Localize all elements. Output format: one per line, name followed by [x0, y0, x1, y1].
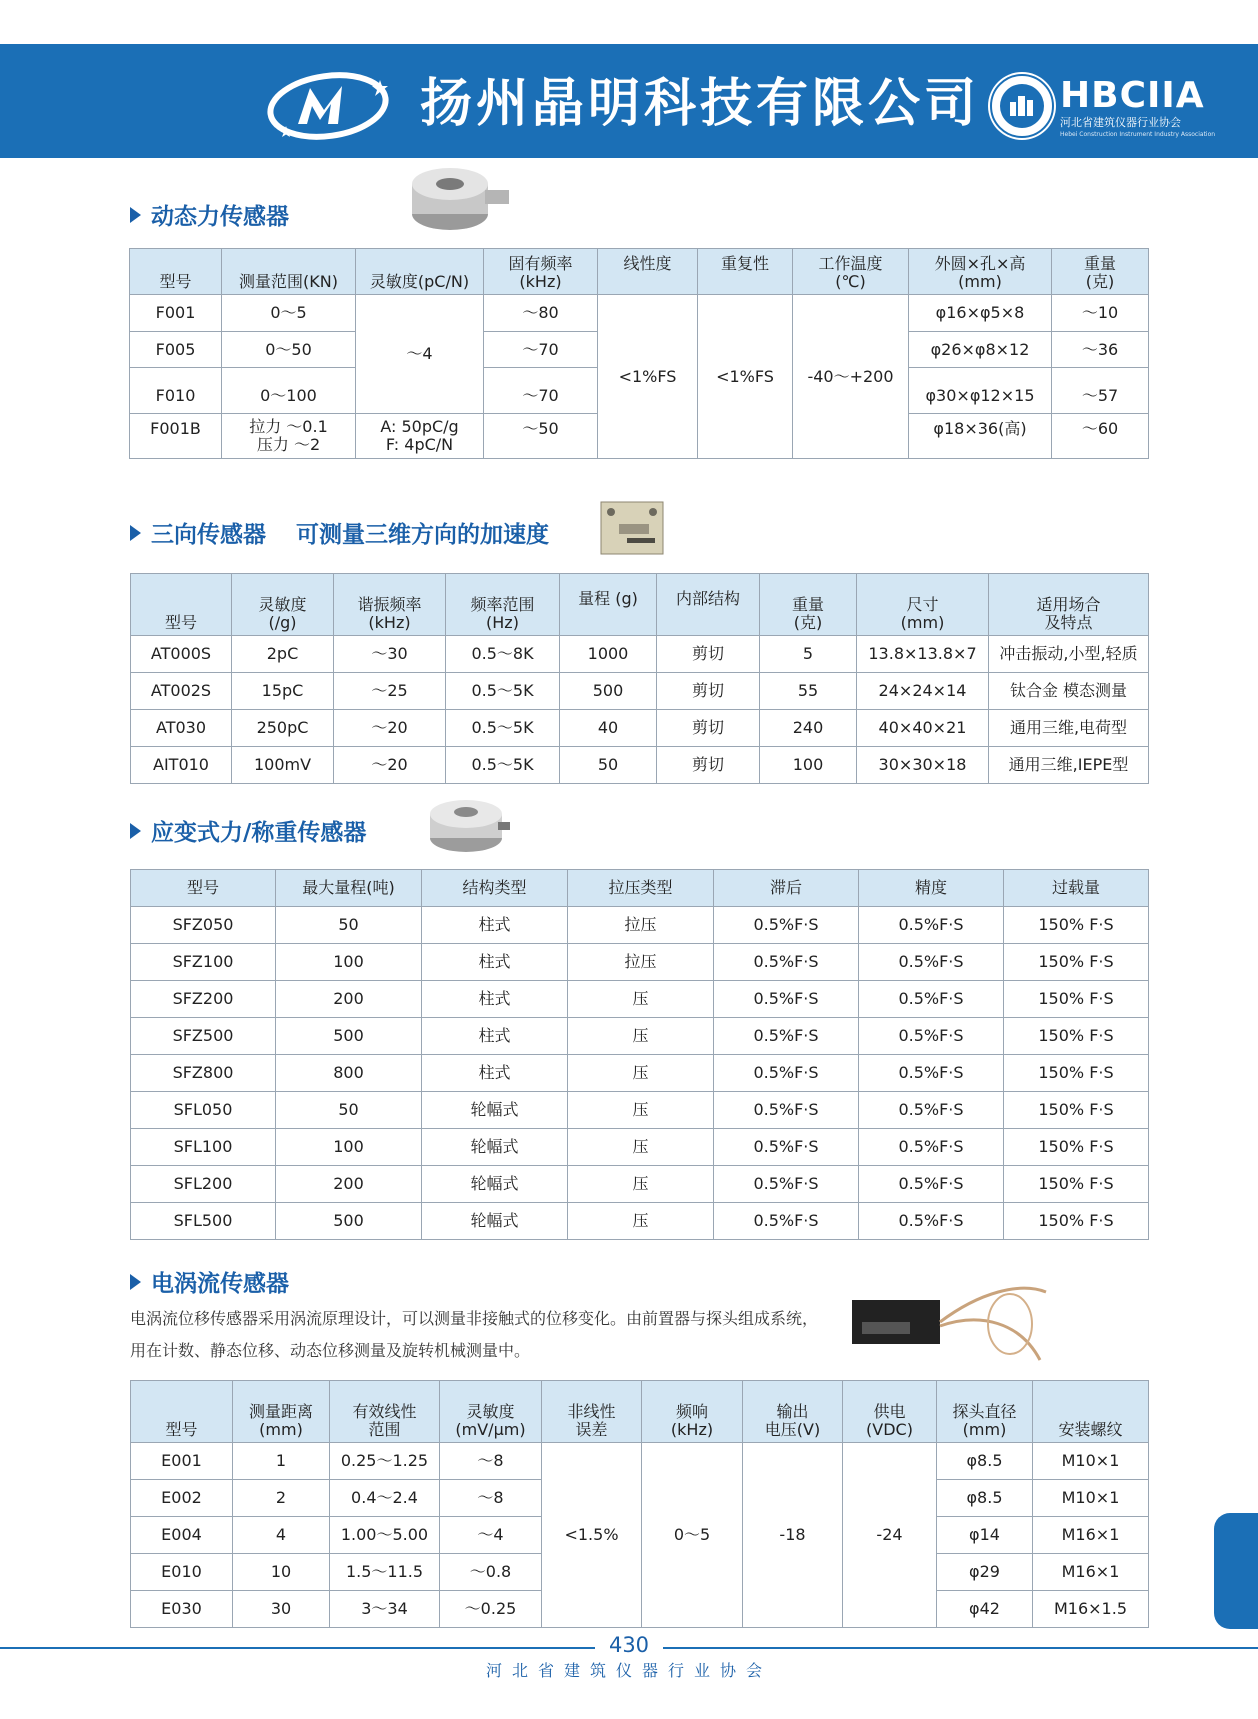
header-cell: 工作温度 (℃) — [793, 249, 909, 295]
header-cell: 精度 — [859, 870, 1004, 907]
header-cell: 重量 (克) — [1052, 249, 1149, 295]
cell: 500 — [560, 673, 657, 710]
cell-sensitivity: ～4 — [440, 1517, 542, 1554]
cell: ～20 — [334, 747, 446, 784]
cell-model: F005 — [130, 332, 222, 368]
header-cell: 测量距离 (mm) — [233, 1381, 330, 1443]
cell: 40×40×21 — [857, 710, 989, 747]
cell: SFL100 — [131, 1129, 276, 1166]
cell: 0.5%F·S — [714, 1129, 859, 1166]
cell: 0.5%F·S — [859, 1055, 1004, 1092]
cell: 柱式 — [422, 944, 568, 981]
cell-range: 0.4～2.4 — [330, 1480, 440, 1517]
cell-range: 1.5～11.5 — [330, 1554, 440, 1591]
cell: AT002S — [131, 673, 232, 710]
cell: 100 — [760, 747, 857, 784]
cell: 0.5～5K — [446, 710, 560, 747]
cell-diameter: φ42 — [937, 1591, 1033, 1628]
header-cell: 固有频率 (kHz) — [484, 249, 598, 295]
header-cell: 探头直径 (mm) — [937, 1381, 1033, 1443]
triaxial-sensor-table — [130, 573, 1149, 784]
side-tab — [1214, 1513, 1258, 1629]
cell-diameter: φ14 — [937, 1517, 1033, 1554]
cell: 0.5%F·S — [859, 1129, 1004, 1166]
header-cell: 结构类型 — [422, 870, 568, 907]
cell-sensitivity: A: 50pC/g F: 4pC/N — [356, 414, 484, 459]
cell: 剪切 — [657, 636, 760, 673]
cell: 拉压 — [568, 907, 714, 944]
table-row — [131, 907, 1149, 944]
cell: 剪切 — [657, 710, 760, 747]
cell-distance: 2 — [233, 1480, 330, 1517]
table-row — [131, 944, 1149, 981]
cell: 0.5～5K — [446, 673, 560, 710]
cell: 柱式 — [422, 1055, 568, 1092]
cell: 0.5%F·S — [859, 1166, 1004, 1203]
cell-freq: ～70 — [484, 368, 598, 414]
cell: 压 — [568, 1092, 714, 1129]
cell: 150% F·S — [1004, 1092, 1149, 1129]
cell: 5 — [760, 636, 857, 673]
cell: 13.8×13.8×7 — [857, 636, 989, 673]
header-cell: 供电 (VDC) — [843, 1381, 937, 1443]
cell: SFL050 — [131, 1092, 276, 1129]
footer-line-left — [0, 1647, 595, 1649]
cell: 200 — [276, 1166, 422, 1203]
cell: 轮幅式 — [422, 1092, 568, 1129]
cell-model: E030 — [131, 1591, 233, 1628]
cell: 0.5%F·S — [859, 1092, 1004, 1129]
cell: 240 — [760, 710, 857, 747]
header-cell: 型号 — [131, 574, 232, 636]
cell: 150% F·S — [1004, 1055, 1149, 1092]
header-cell: 灵敏度 (mV/μm) — [440, 1381, 542, 1443]
header-cell: 型号 — [131, 1381, 233, 1443]
cell: 150% F·S — [1004, 1203, 1149, 1240]
cell: 500 — [276, 1203, 422, 1240]
table-row — [130, 295, 1149, 332]
cell: 0.5%F·S — [714, 1018, 859, 1055]
table-row — [131, 1129, 1149, 1166]
cell: 0.5%F·S — [714, 1092, 859, 1129]
cell-size: φ18×36(高) — [909, 414, 1052, 459]
cell-sensitivity: ～0.25 — [440, 1591, 542, 1628]
triangle-bullet-icon — [130, 525, 141, 541]
cell-diameter: φ29 — [937, 1554, 1033, 1591]
cell-nonlinearity: <1.5% — [542, 1443, 642, 1628]
cell-thread: M16×1 — [1033, 1517, 1149, 1554]
cell: 0.5～8K — [446, 636, 560, 673]
cell: 压 — [568, 1129, 714, 1166]
cell: 0.5%F·S — [714, 944, 859, 981]
cell: SFZ800 — [131, 1055, 276, 1092]
cell: 0.5%F·S — [714, 1203, 859, 1240]
dynamic-sensor-table — [129, 248, 1149, 459]
cell-model: E004 — [131, 1517, 233, 1554]
header-cell: 测量范围(KN) — [222, 249, 356, 295]
cell: 800 — [276, 1055, 422, 1092]
triangle-bullet-icon — [130, 823, 141, 839]
cell: 0.5%F·S — [714, 1166, 859, 1203]
cell-model: F010 — [130, 368, 222, 414]
cell-diameter: φ8.5 — [937, 1480, 1033, 1517]
header-cell: 重复性 — [698, 249, 793, 295]
cell-linearity: <1%FS — [598, 295, 698, 459]
triangle-bullet-icon — [130, 1274, 141, 1290]
cell: 0.5%F·S — [714, 907, 859, 944]
cell-range: 3～34 — [330, 1591, 440, 1628]
association-name-cn: 河北省建筑仪器行业协会 — [1060, 116, 1181, 129]
cell: 压 — [568, 1055, 714, 1092]
table-row — [131, 747, 1149, 784]
triaxial-sensor-photo — [597, 498, 667, 558]
triangle-bullet-icon — [130, 207, 141, 223]
header-cell: 线性度 — [598, 249, 698, 295]
cell: 柱式 — [422, 1018, 568, 1055]
cell-diameter: φ8.5 — [937, 1443, 1033, 1480]
eddy-description-line2: 用在计数、静态位移、动态位移测量及旋转机械测量中。 — [130, 1341, 531, 1360]
header-cell: 拉压类型 — [568, 870, 714, 907]
company-name: 扬州晶明科技有限公司 — [420, 74, 981, 134]
cell: ～30 — [334, 636, 446, 673]
cell: 通用三维,电荷型 — [989, 710, 1149, 747]
cell-distance: 1 — [233, 1443, 330, 1480]
cell-thread: M16×1.5 — [1033, 1591, 1149, 1628]
cell-repeatability: <1%FS — [698, 295, 793, 459]
dynamic-sensor-photo — [405, 162, 515, 238]
eddy-sensor-photo — [850, 1272, 1050, 1368]
cell: 24×24×14 — [857, 673, 989, 710]
strain-sensor-photo — [424, 790, 512, 860]
cell-size: φ16×φ5×8 — [909, 295, 1052, 332]
section-title-strain: 应变式力/称重传感器 — [130, 818, 366, 848]
cell: AIT010 — [131, 747, 232, 784]
cell-model: F001B — [130, 414, 222, 459]
header-cell: 滞后 — [714, 870, 859, 907]
cell: 钛合金 模态测量 — [989, 673, 1149, 710]
cell: 压 — [568, 1166, 714, 1203]
cell: 柱式 — [422, 981, 568, 1018]
cell: 压 — [568, 981, 714, 1018]
eddy-sensor-table — [130, 1380, 1149, 1628]
cell-distance: 10 — [233, 1554, 330, 1591]
cell-model: E001 — [131, 1443, 233, 1480]
section-subtitle-triaxial: 可测量三维方向的加速度 — [296, 522, 549, 548]
header-cell: 外圆×孔×高 (mm) — [909, 249, 1052, 295]
cell: 拉压 — [568, 944, 714, 981]
cell: 0.5%F·S — [859, 907, 1004, 944]
cell: 0.5%F·S — [714, 1055, 859, 1092]
header-cell: 灵敏度 (/g) — [232, 574, 334, 636]
table-row — [131, 1166, 1149, 1203]
table-row — [131, 673, 1149, 710]
cell: ～25 — [334, 673, 446, 710]
cell: 轮幅式 — [422, 1166, 568, 1203]
header-cell: 重量 (克) — [760, 574, 857, 636]
cell-size: φ30×φ12×15 — [909, 368, 1052, 414]
association-name-en: Hebei Construction Instrument Industry Association — [1060, 131, 1216, 138]
footer-line-right — [663, 1647, 1258, 1649]
cell: AT030 — [131, 710, 232, 747]
strain-sensor-table — [130, 869, 1149, 1240]
cell-freq: ～70 — [484, 332, 598, 368]
cell: 50 — [276, 1092, 422, 1129]
header-cell: 量程 (g) — [560, 574, 657, 636]
cell-range: 拉力 ～0.1 压力 ～2 — [222, 414, 356, 459]
cell: 150% F·S — [1004, 1129, 1149, 1166]
cell: 55 — [760, 673, 857, 710]
header-cell: 最大量程(吨) — [276, 870, 422, 907]
header-cell: 有效线性 范围 — [330, 1381, 440, 1443]
table-row — [131, 1092, 1149, 1129]
association-seal-icon — [988, 72, 1056, 140]
header-cell: 安装螺纹 — [1033, 1381, 1149, 1443]
cell-temperature: -40～+200 — [793, 295, 909, 459]
cell-supply: -24 — [843, 1443, 937, 1628]
cell: SFL500 — [131, 1203, 276, 1240]
footer-association: 河北省建筑仪器行业协会 — [485, 1661, 772, 1680]
header-cell: 型号 — [131, 870, 276, 907]
cell: 通用三维,IEPE型 — [989, 747, 1149, 784]
cell: SFZ100 — [131, 944, 276, 981]
cell: 压 — [568, 1203, 714, 1240]
cell-range: 0.25～1.25 — [330, 1443, 440, 1480]
header-cell: 适用场合 及特点 — [989, 574, 1149, 636]
cell: 50 — [276, 907, 422, 944]
cell-range: 1.00～5.00 — [330, 1517, 440, 1554]
cell: 压 — [568, 1018, 714, 1055]
company-logo — [258, 66, 398, 146]
cell: 0.5%F·S — [859, 944, 1004, 981]
cell: 剪切 — [657, 747, 760, 784]
cell: 200 — [276, 981, 422, 1018]
cell: 2pC — [232, 636, 334, 673]
header-cell: 灵敏度(pC/N) — [356, 249, 484, 295]
cell: 15pC — [232, 673, 334, 710]
cell: 250pC — [232, 710, 334, 747]
table-row — [131, 1055, 1149, 1092]
cell: 150% F·S — [1004, 907, 1149, 944]
cell: 0.5～5K — [446, 747, 560, 784]
cell: SFL200 — [131, 1166, 276, 1203]
cell: 150% F·S — [1004, 1166, 1149, 1203]
cell-range: 0～100 — [222, 368, 356, 414]
cell: 40 — [560, 710, 657, 747]
cell-distance: 30 — [233, 1591, 330, 1628]
table-row — [131, 981, 1149, 1018]
cell: 150% F·S — [1004, 1018, 1149, 1055]
cell-freq: ～50 — [484, 414, 598, 459]
table-row — [131, 1203, 1149, 1240]
cell-freq: ～80 — [484, 295, 598, 332]
cell: 30×30×18 — [857, 747, 989, 784]
cell: AT000S — [131, 636, 232, 673]
cell-range: 0～50 — [222, 332, 356, 368]
header-cell: 内部结构 — [657, 574, 760, 636]
cell: 柱式 — [422, 907, 568, 944]
cell: 剪切 — [657, 673, 760, 710]
section-title-triaxial: 三向传感器 可测量三维方向的加速度 — [130, 520, 549, 550]
page-number: 430 — [608, 1633, 650, 1657]
header-cell: 谐振频率 (kHz) — [334, 574, 446, 636]
cell: 0.5%F·S — [859, 1018, 1004, 1055]
cell: SFZ500 — [131, 1018, 276, 1055]
cell-sensitivity: ～8 — [440, 1480, 542, 1517]
table-row — [131, 636, 1149, 673]
eddy-description-line1: 电涡流位移传感器采用涡流原理设计，可以测量非接触式的位移变化。由前置器与探头组成系统， — [130, 1309, 819, 1328]
cell: 100 — [276, 1129, 422, 1166]
table-row — [131, 1443, 1149, 1480]
cell: 0.5%F·S — [859, 1203, 1004, 1240]
cell-range: 0～5 — [222, 295, 356, 332]
cell: 50 — [560, 747, 657, 784]
association-logo-text: HBCIIA — [1060, 75, 1205, 116]
header-cell: 过载量 — [1004, 870, 1149, 907]
header-cell: 型号 — [130, 249, 222, 295]
cell: 轮幅式 — [422, 1203, 568, 1240]
cell-sensitivity: ～8 — [440, 1443, 542, 1480]
section-title-eddy: 电涡流传感器 — [130, 1269, 289, 1299]
header-cell: 频响 (kHz) — [642, 1381, 743, 1443]
cell: 轮幅式 — [422, 1129, 568, 1166]
cell: 150% F·S — [1004, 981, 1149, 1018]
cell-sensitivity: ～0.8 — [440, 1554, 542, 1591]
association-badge — [988, 72, 1056, 140]
cell: 1000 — [560, 636, 657, 673]
cell: ～20 — [334, 710, 446, 747]
cell: 0.5%F·S — [859, 981, 1004, 1018]
table-row — [131, 710, 1149, 747]
cell: SFZ050 — [131, 907, 276, 944]
cell: 100mV — [232, 747, 334, 784]
cell-weight: ～60 — [1052, 414, 1149, 459]
cell: 冲击振动,小型,轻质 — [989, 636, 1149, 673]
cell-weight: ～57 — [1052, 368, 1149, 414]
cell: 150% F·S — [1004, 944, 1149, 981]
header-cell: 输出 电压(V) — [743, 1381, 843, 1443]
cell-distance: 4 — [233, 1517, 330, 1554]
table-row — [131, 1018, 1149, 1055]
cell-model: F001 — [130, 295, 222, 332]
cell-sensitivity: ～4 — [356, 295, 484, 414]
cell-model: E010 — [131, 1554, 233, 1591]
cell-output: -18 — [743, 1443, 843, 1628]
cell-thread: M10×1 — [1033, 1443, 1149, 1480]
cell: 100 — [276, 944, 422, 981]
cell: 0.5%F·S — [714, 981, 859, 1018]
cell-size: φ26×φ8×12 — [909, 332, 1052, 368]
cell-model: E002 — [131, 1480, 233, 1517]
cell-thread: M16×1 — [1033, 1554, 1149, 1591]
header-cell: 频率范围 (Hz) — [446, 574, 560, 636]
cell-weight: ～10 — [1052, 295, 1149, 332]
cell: 500 — [276, 1018, 422, 1055]
cell-weight: ～36 — [1052, 332, 1149, 368]
header-cell: 非线性 误差 — [542, 1381, 642, 1443]
cell: SFZ200 — [131, 981, 276, 1018]
cell-freq-response: 0～5 — [642, 1443, 743, 1628]
section-title-dynamic: 动态力传感器 — [130, 202, 289, 232]
cell-thread: M10×1 — [1033, 1480, 1149, 1517]
header-cell: 尺寸 (mm) — [857, 574, 989, 636]
